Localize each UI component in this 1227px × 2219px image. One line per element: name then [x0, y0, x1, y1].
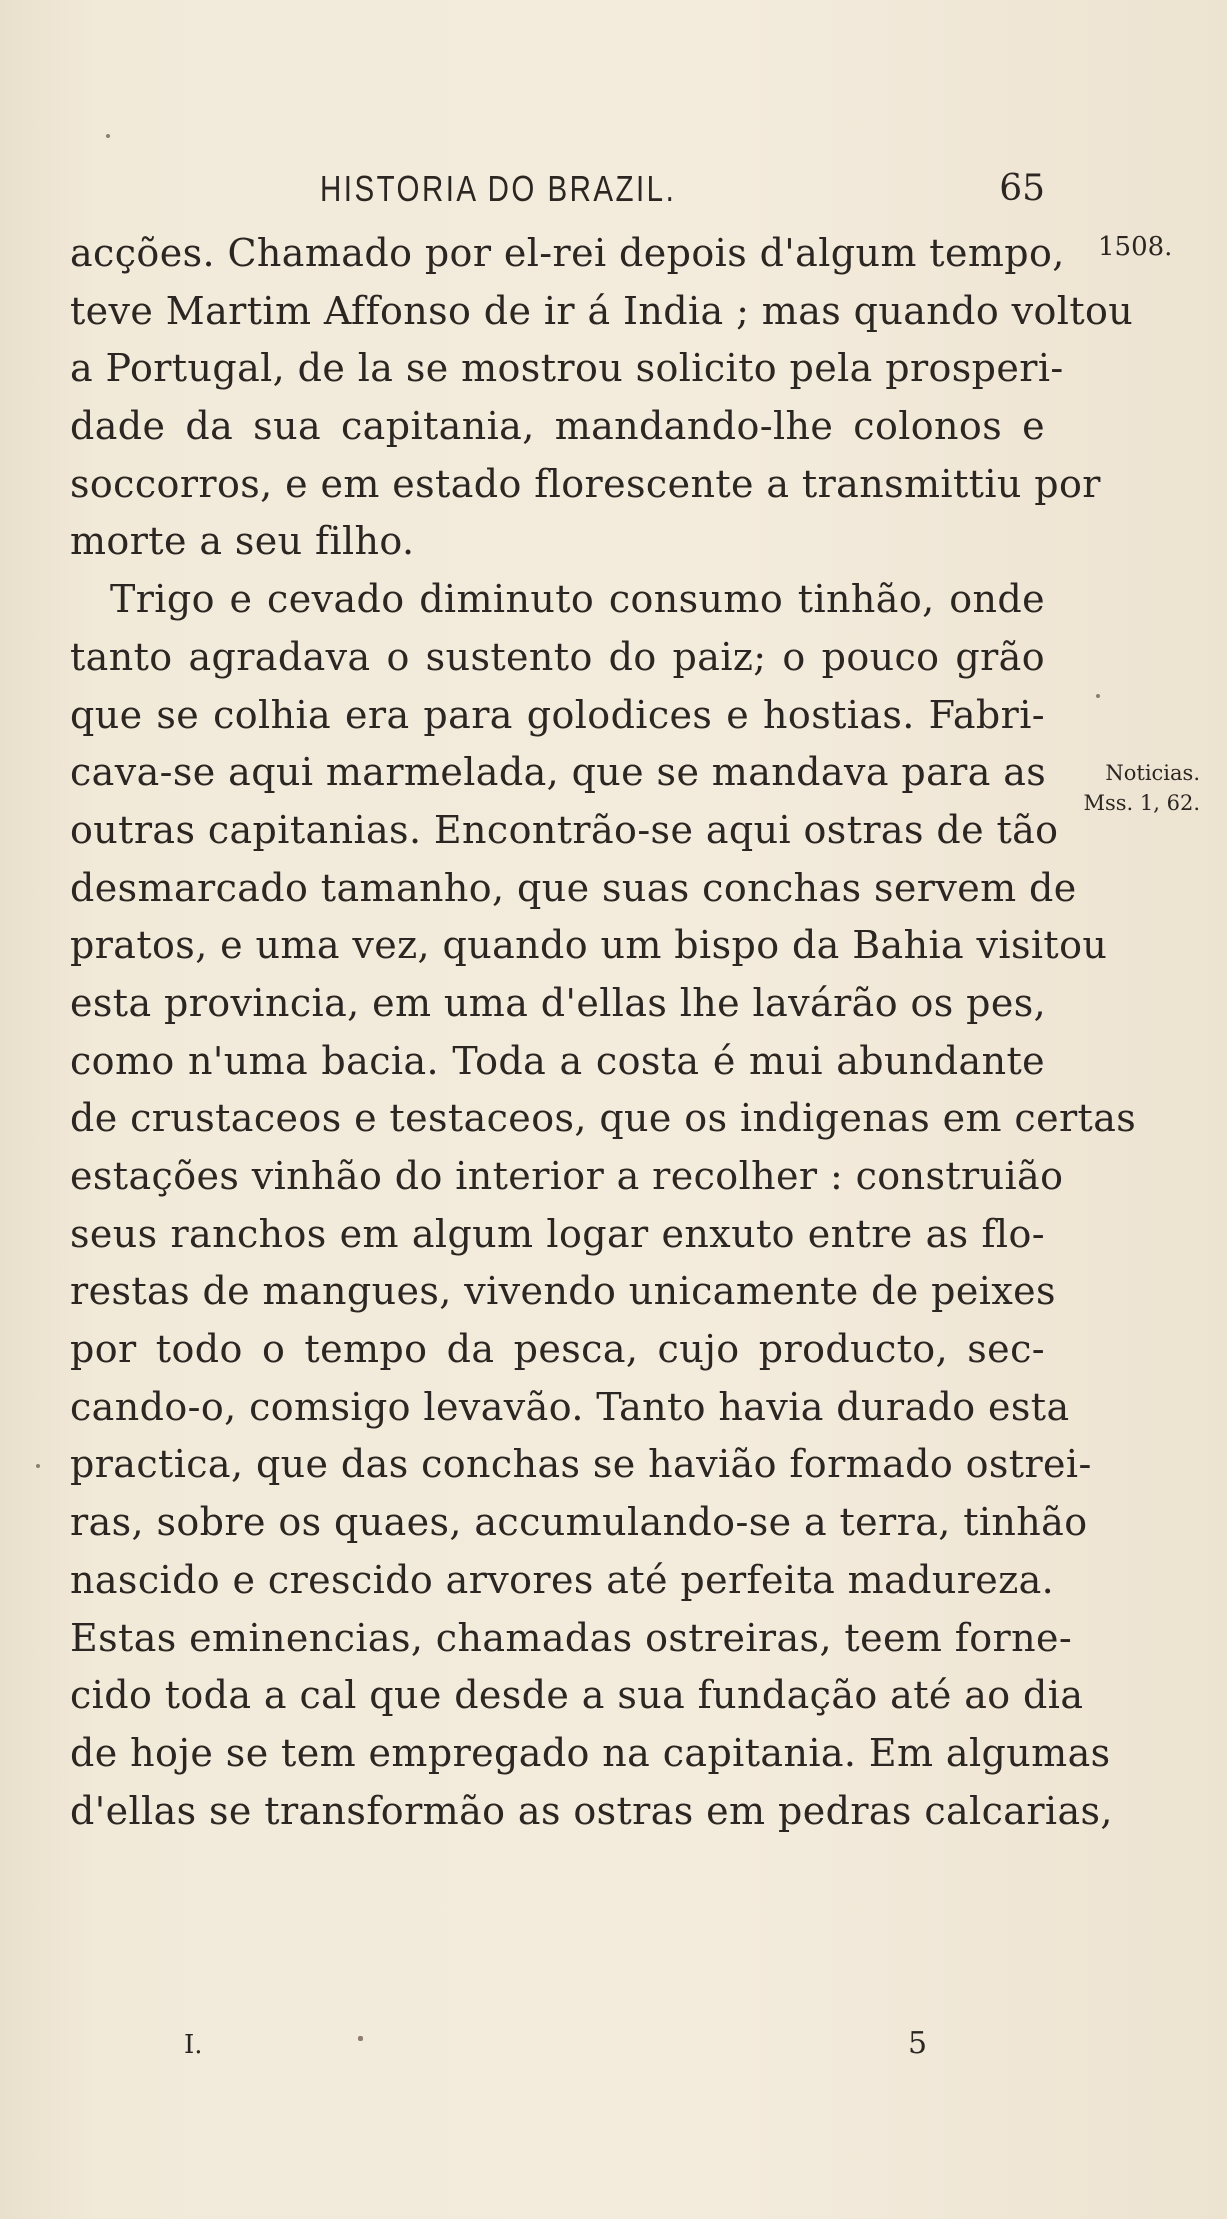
- text-line: como n'uma bacia. Toda a costa é mui abundante: [70, 1038, 1045, 1083]
- running-head: [70, 168, 1045, 218]
- text-line: nascido e crescido arvores até perfeita madureza.: [70, 1557, 1055, 1602]
- text-line: esta provincia, em uma d'ellas lhe lavárão os pes,: [70, 980, 1047, 1025]
- margin-note-reference: Mss. 1, 62.: [1083, 791, 1200, 815]
- paper-speck: [106, 134, 110, 138]
- text-line: teve Martim Affonso de ir á India ; mas quando voltou: [70, 288, 1134, 333]
- text-line: soccorros, e em estado florescente a transmittiu por: [70, 461, 1101, 506]
- margin-year: 1508.: [1098, 232, 1173, 262]
- text-line: Estas eminencias, chamadas ostreiras, teem forne-: [70, 1615, 1073, 1660]
- paper-speck: [36, 1464, 40, 1468]
- paper-speck: [358, 2036, 363, 2041]
- running-title: HISTORIA DO BRAZIL.: [320, 168, 677, 209]
- text-line: outras capitanias. Encontrão-se aqui ostras de tão: [70, 807, 1059, 852]
- text-line: por todo o tempo da pesca, cujo producto, sec-: [70, 1327, 1045, 1372]
- text-line: de crustaceos e testaceos, que os indigenas em certas: [70, 1096, 1137, 1141]
- text-line: acções. Chamado por el-rei depois d'algum tempo,: [70, 231, 1065, 275]
- text-line: dade da sua capitania, mandando-lhe colonos e: [70, 404, 1045, 449]
- text-line: seus ranchos em algum logar enxuto entre as flo-: [70, 1211, 1045, 1256]
- paragraph-start-line: Trigo e cevado diminuto consumo tinhão, onde: [110, 577, 1045, 622]
- text-line: d'ellas se transformão as ostras em pedras calcarias,: [70, 1788, 1113, 1833]
- text-line: que se colhia era para golodices e hostias. Fabri-: [70, 692, 1045, 737]
- paper-speck: [1096, 694, 1100, 698]
- margin-note: [1080, 758, 1200, 818]
- text-line: estações vinhão do interior a recolher : construião: [70, 1154, 1064, 1198]
- text-line: desmarcado tamanho, que suas conchas servem de: [70, 865, 1077, 910]
- text-line: ras, sobre os quaes, accumulando-se a terra, tinhão: [70, 1500, 1088, 1545]
- text-line: cido toda a cal que desde a sua fundação até ao dia: [70, 1673, 1084, 1718]
- page-number: 65: [999, 168, 1045, 209]
- signature-mark: I.: [184, 2030, 203, 2060]
- text-line: de hoje se tem empregado na capitania. Em algumas: [70, 1730, 1111, 1775]
- text-line: cava-se aqui marmelada, que se mandava para as: [70, 750, 1047, 795]
- text-line: practica, que das conchas se havião formado ostrei-: [70, 1442, 1092, 1487]
- text-line: tanto agradava o sustento do paiz; o pouco grão: [70, 634, 1045, 679]
- margin-note-source: Noticias.: [1105, 761, 1200, 785]
- text-line: cando-o, comsigo levavão. Tanto havia durado esta: [70, 1384, 1070, 1429]
- text-line: a Portugal, de la se mostrou solicito pela prosperi-: [70, 346, 1064, 391]
- text-line: restas de mangues, vivendo unicamente de peixes: [70, 1269, 1056, 1314]
- text-line: morte a seu filho.: [70, 519, 415, 564]
- text-line: pratos, e uma vez, quando um bispo da Bahia visitou: [70, 923, 1108, 968]
- gathering-number: 5: [908, 2026, 928, 2061]
